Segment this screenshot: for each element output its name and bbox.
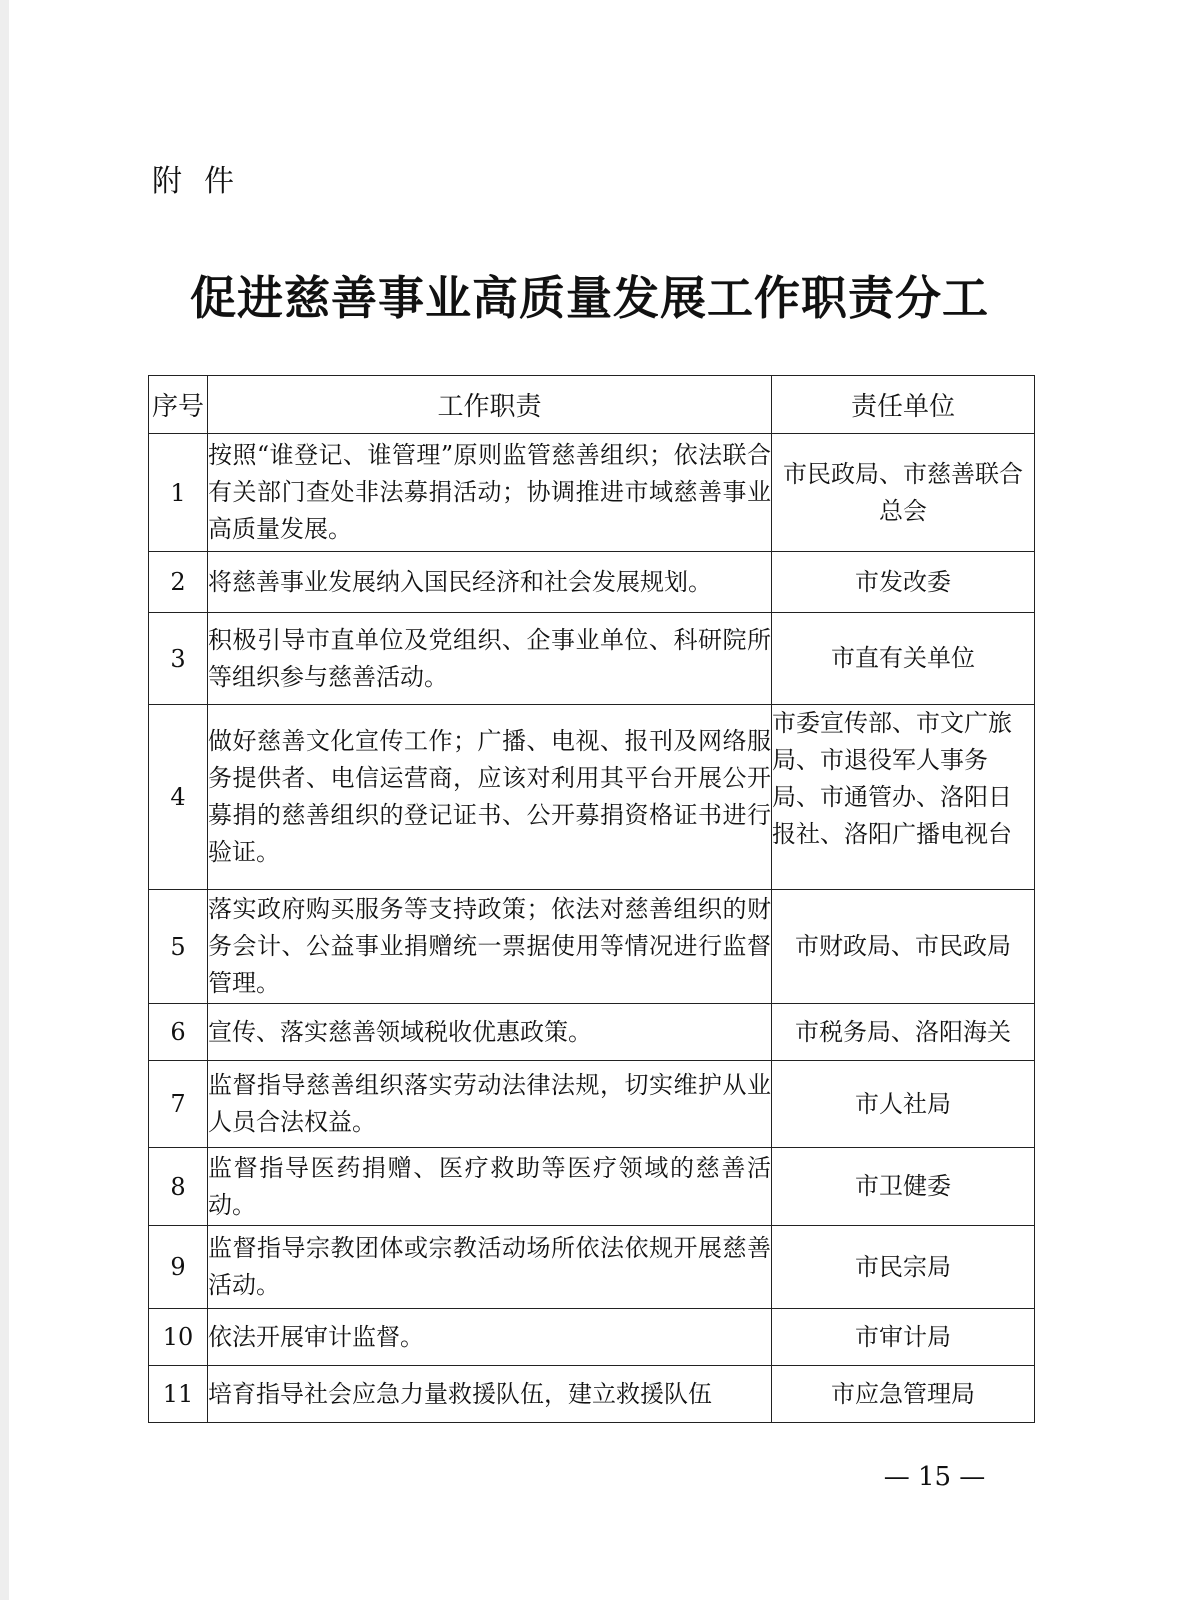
- row-unit: 市财政局、市民政局: [772, 890, 1035, 1004]
- table-row: [149, 552, 1035, 613]
- row-duty: 积极引导市直单位及党组织、企事业单位、科研院所等组织参与慈善活动。: [208, 613, 772, 705]
- row-unit: 市审计局: [772, 1309, 1035, 1366]
- row-unit: 市直有关单位: [772, 613, 1035, 705]
- row-duty: 将慈善事业发展纳入国民经济和社会发展规划。: [208, 552, 772, 613]
- row-duty: 监督指导医药捐赠、医疗救助等医疗领域的慈善活动。: [208, 1148, 772, 1226]
- table-row: [149, 613, 1035, 705]
- row-number: 4: [149, 705, 208, 890]
- row-unit: 市应急管理局: [772, 1366, 1035, 1423]
- row-duty: 宣传、落实慈善领域税收优惠政策。: [208, 1004, 772, 1061]
- row-number: 6: [149, 1004, 208, 1061]
- row-duty: 按照“谁登记、谁管理”原则监管慈善组织；依法联合有关部门查处非法募捐活动；协调推进市域慈善事业高质量发展。: [208, 434, 772, 552]
- row-unit: 市委宣传部、市文广旅局、市退役军人事务局、市通管办、洛阳日报社、洛阳广播电视台: [772, 705, 1035, 890]
- row-duty: 监督指导慈善组织落实劳动法律法规，切实维护从业人员合法权益。: [208, 1061, 772, 1148]
- header-duty: 工作职责: [208, 376, 772, 434]
- row-duty: 做好慈善文化宣传工作；广播、电视、报刊及网络服务提供者、电信运营商，应该对利用其平台开展公开募捐的慈善组织的登记证书、公开募捐资格证书进行验证。: [208, 705, 772, 890]
- row-duty: 落实政府购买服务等支持政策；依法对慈善组织的财务会计、公益事业捐赠统一票据使用等情况进行监督管理。: [208, 890, 772, 1004]
- row-unit: 市卫健委: [772, 1148, 1035, 1226]
- row-number: 7: [149, 1061, 208, 1148]
- row-unit: 市人社局: [772, 1061, 1035, 1148]
- table-row: [149, 1061, 1035, 1148]
- row-unit: 市税务局、洛阳海关: [772, 1004, 1035, 1061]
- table-row: [149, 1309, 1035, 1366]
- row-number: 5: [149, 890, 208, 1004]
- row-unit: 市民宗局: [772, 1226, 1035, 1309]
- table-row: [149, 890, 1035, 1004]
- table-row: [149, 434, 1035, 552]
- table-row: [149, 1226, 1035, 1309]
- row-number: 2: [149, 552, 208, 613]
- document-title: 促进慈善事业高质量发展工作职责分工: [190, 271, 989, 325]
- table-row: [149, 705, 1035, 890]
- row-unit: 市发改委: [772, 552, 1035, 613]
- table-row: [149, 1148, 1035, 1226]
- page-number: — 15 —: [883, 1462, 986, 1492]
- row-number: 10: [149, 1309, 208, 1366]
- row-duty: 监督指导宗教团体或宗教活动场所依法依规开展慈善活动。: [208, 1226, 772, 1309]
- duty-table: [148, 375, 1035, 1423]
- row-duty: 培育指导社会应急力量救援队伍，建立救援队伍: [208, 1366, 772, 1423]
- row-unit: 市民政局、市慈善联合总会: [772, 434, 1035, 552]
- table-row: [149, 1366, 1035, 1423]
- table-header-row: [149, 376, 1035, 434]
- row-number: 9: [149, 1226, 208, 1309]
- row-number: 3: [149, 613, 208, 705]
- header-number: 序号: [149, 376, 208, 434]
- header-unit: 责任单位: [772, 376, 1035, 434]
- table-row: [149, 1004, 1035, 1061]
- row-number: 11: [149, 1366, 208, 1423]
- page-edge: [0, 0, 9, 1600]
- row-duty: 依法开展审计监督。: [208, 1309, 772, 1366]
- row-number: 1: [149, 434, 208, 552]
- row-number: 8: [149, 1148, 208, 1226]
- attachment-label: 附件: [152, 164, 256, 199]
